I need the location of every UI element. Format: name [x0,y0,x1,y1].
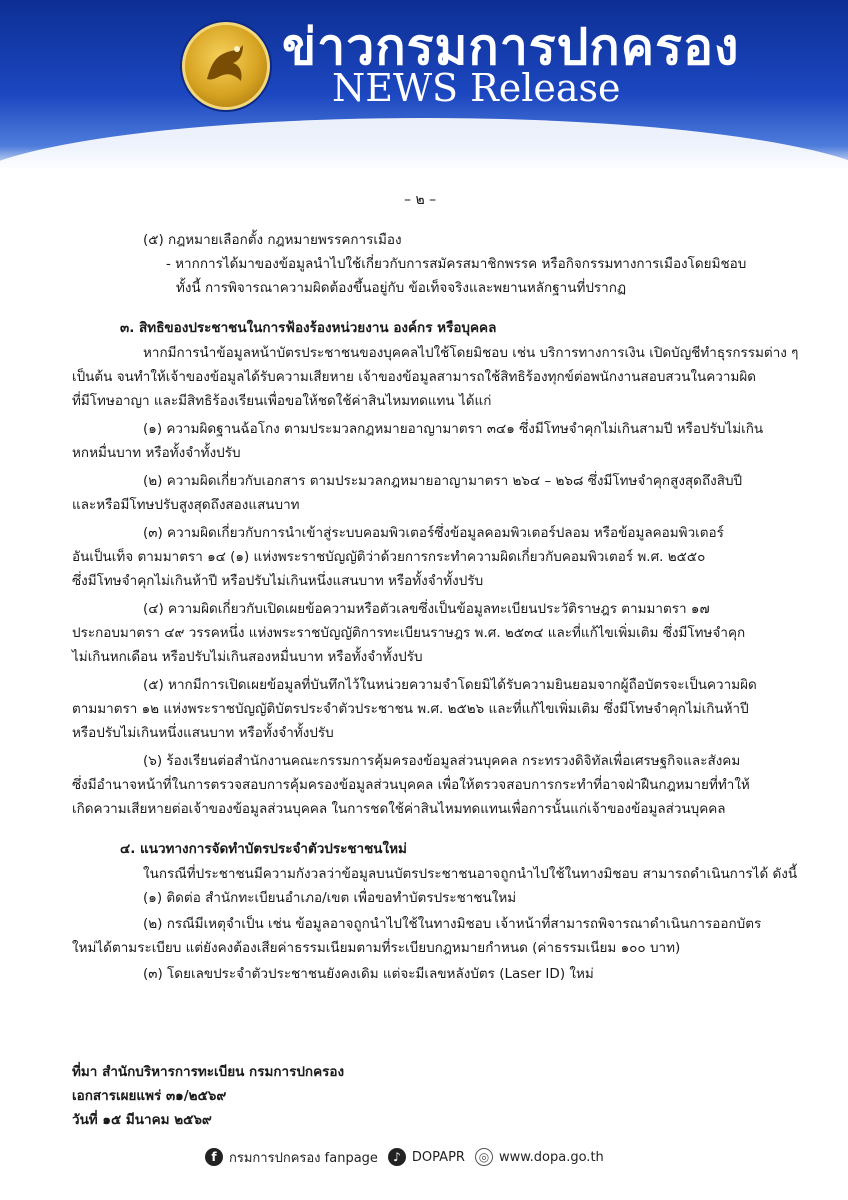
body-line: ทั้งนี้ การพิจารณาความผิดต้องขึ้นอยู่กับ ข้อเท็จจริงและพยานหลักฐานที่ปรากฏ [176,280,627,296]
body-line: หากมีการนำข้อมูลหน้าบัตรประชาชนของบุคคลไปใช้โดยมิชอบ เช่น บริการทางการเงิน เปิดบัญชีทำธุรกรรมต่าง ๆ [143,345,799,361]
body-line: อันเป็นเท็จ ตามมาตรา ๑๔ (๑) แห่งพระราชบัญญัติว่าด้วยการกระทำความผิดเกี่ยวกับคอมพิวเตอร์ พ.ศ. ๒๕๕๐ [72,549,706,565]
source-line: ที่มา สำนักบริหารการทะเบียน กรมการปกครอง [72,1064,345,1080]
department-seal-icon [182,22,270,110]
tiktok-icon: ♪ [388,1148,406,1166]
section-heading-3: ๓. สิทธิของประชาชนในการฟ้องร้องหน่วยงาน องค์กร หรือบุคคล [120,320,497,336]
body-line: (๒) ความผิดเกี่ยวกับเอกสาร ตามประมวลกฎหมายอาญามาตรา ๒๖๔ – ๒๖๘ ซึ่งมีโทษจำคุกสูงสุดถึงสิบปี [143,473,743,489]
globe-icon: ◎ [475,1148,493,1166]
body-line: (๕) กฎหมายเลือกตั้ง กฎหมายพรรคการเมือง [143,232,402,248]
body-line: ไม่เกินหกเดือน หรือปรับไม่เกินสองหมื่นบาท หรือทั้งจำทั้งปรับ [72,649,423,665]
release-number: เอกสารเผยแพร่ ๓๑/๒๕๖๙ [72,1088,227,1104]
section-heading-4: ๔. แนวทางการจัดทำบัตรประจำตัวประชาชนใหม่ [120,841,407,857]
body-line: ในกรณีที่ประชาชนมีความกังวลว่าข้อมูลบนบัตรประชาชนอาจถูกนำไปใช้ในทางมิชอบ สามารถดำเนินการได้ ดังนี้ [143,866,798,882]
facebook-link[interactable] [205,1147,378,1168]
page-number: – ๒ – [404,192,437,208]
facebook-icon: f [205,1148,223,1166]
body-line: ใหม่ได้ตามระเบียบ แต่ยังคงต้องเสียค่าธรรมเนียมตามที่ระเบียบกฎหมายกำหนด (ค่าธรรมเนียม ๑๐๐ บาท) [72,940,681,956]
body-line: (๑) ติดต่อ สำนักทะเบียนอำเภอ/เขต เพื่อขอทำบัตรประชาชนใหม่ [143,890,517,906]
body-line: ซึ่งมีอำนาจหน้าที่ในการตรวจสอบการคุ้มครองข้อมูลส่วนบุคคล เพื่อให้ตรวจสอบการกระทำที่อาจฝ่าฝืนกฎหมายที่ทำให้ [72,777,750,793]
facebook-label: กรมการปกครอง fanpage [229,1150,378,1166]
news-header-banner [0,0,848,172]
website-label: www.dopa.go.th [498,1149,604,1165]
body-line: และหรือมีโทษปรับสูงสุดถึงสองแสนบาท [72,497,300,513]
body-line: ที่มีโทษอาญา และมีสิทธิร้องเรียนเพื่อขอให้ชดใช้ค่าสินไหมทดแทน ได้แก่ [72,393,492,409]
body-line: ตามมาตรา ๑๒ แห่งพระราชบัญญัติบัตรประจำตัวประชาชน พ.ศ. ๒๕๒๖ และที่แก้ไขเพิ่มเติม ซึ่งมีโทษจำคุกไม่เกินห้าปี [72,701,749,717]
body-line: (๑) ความผิดฐานฉ้อโกง ตามประมวลกฎหมายอาญามาตรา ๓๔๑ ซึ่งมีโทษจำคุกไม่เกินสามปี หรือปรับไม่เกิน [143,421,764,437]
body-line: (๓) โดยเลขประจำตัวประชาชนยังคงเดิม แต่จะมีเลขหลังบัตร (Laser ID) ใหม่ [143,966,594,982]
body-line: (๕) หากมีการเปิดเผยข้อมูลที่บันทึกไว้ในหน่วยความจำโดยมิได้รับความยินยอมจากผู้ถือบัตรจะเป็นความผิด [143,677,757,693]
body-line: หกหมื่นบาท หรือทั้งจำทั้งปรับ [72,445,241,461]
header-title-english: NEWS Release [332,66,621,110]
tiktok-link[interactable] [388,1148,465,1166]
body-line: (๔) ความผิดเกี่ยวกับเปิดเผยข้อความหรือตัวเลขซึ่งเป็นข้อมูลทะเบียนประวัติราษฎร ตามมาตรา ๑๗ [143,601,710,617]
body-line: ซึ่งมีโทษจำคุกไม่เกินห้าปี หรือปรับไม่เกินหนึ่งแสนบาท หรือทั้งจำทั้งปรับ [72,573,484,589]
header-wave [0,118,848,172]
body-line: ประกอบมาตรา ๔๙ วรรคหนึ่ง แห่งพระราชบัญญัติการทะเบียนราษฎร พ.ศ. ๒๕๓๔ และที่แก้ไขเพิ่มเติม ซึ่งมีโทษจำคุก [72,625,746,641]
body-line: หรือปรับไม่เกินหนึ่งแสนบาท หรือทั้งจำทั้งปรับ [72,725,334,741]
body-line: (๒) กรณีมีเหตุจำเป็น เช่น ข้อมูลอาจถูกนำไปใช้ในทางมิชอบ เจ้าหน้าที่สามารถพิจารณาดำเนินการออกบัตร [143,916,762,932]
body-line: (๓) ความผิดเกี่ยวกับการนำเข้าสู่ระบบคอมพิวเตอร์ซึ่งข้อมูลคอมพิวเตอร์ปลอม หรือข้อมูลคอมพิวเตอร์ [143,525,724,541]
release-date: วันที่ ๑๕ มีนาคม ๒๕๖๙ [72,1112,212,1128]
tiktok-label: DOPAPR [411,1149,465,1165]
body-line: เป็นต้น จนทำให้เจ้าของข้อมูลได้รับความเสียหาย เจ้าของข้อมูลสามารถใช้สิทธิร้องทุกข์ต่อพนักงานสอบสวนในความผิด [72,369,757,385]
website-link[interactable] [475,1148,604,1166]
body-line: - หากการได้มาของข้อมูลนำไปใช้เกี่ยวกับการสมัครสมาชิกพรรค หรือกิจกรรมทางการเมืองโดยมิชอบ [166,256,747,272]
body-line: (๖) ร้องเรียนต่อสำนักงานคณะกรรมการคุ้มครองข้อมูลส่วนบุคคล กระทรวงดิจิทัลเพื่อเศรษฐกิจและสังคม [143,753,741,769]
header-title-thai: ข่าวกรมการปกครอง [282,18,740,76]
body-line: เกิดความเสียหายต่อเจ้าของข้อมูลส่วนบุคคล ในการชดใช้ค่าสินไหมทดแทนเพื่อการนั้นแก่เจ้าของข้อมูลส่วนบุคคล [72,801,726,817]
footer-contacts [205,1142,665,1172]
